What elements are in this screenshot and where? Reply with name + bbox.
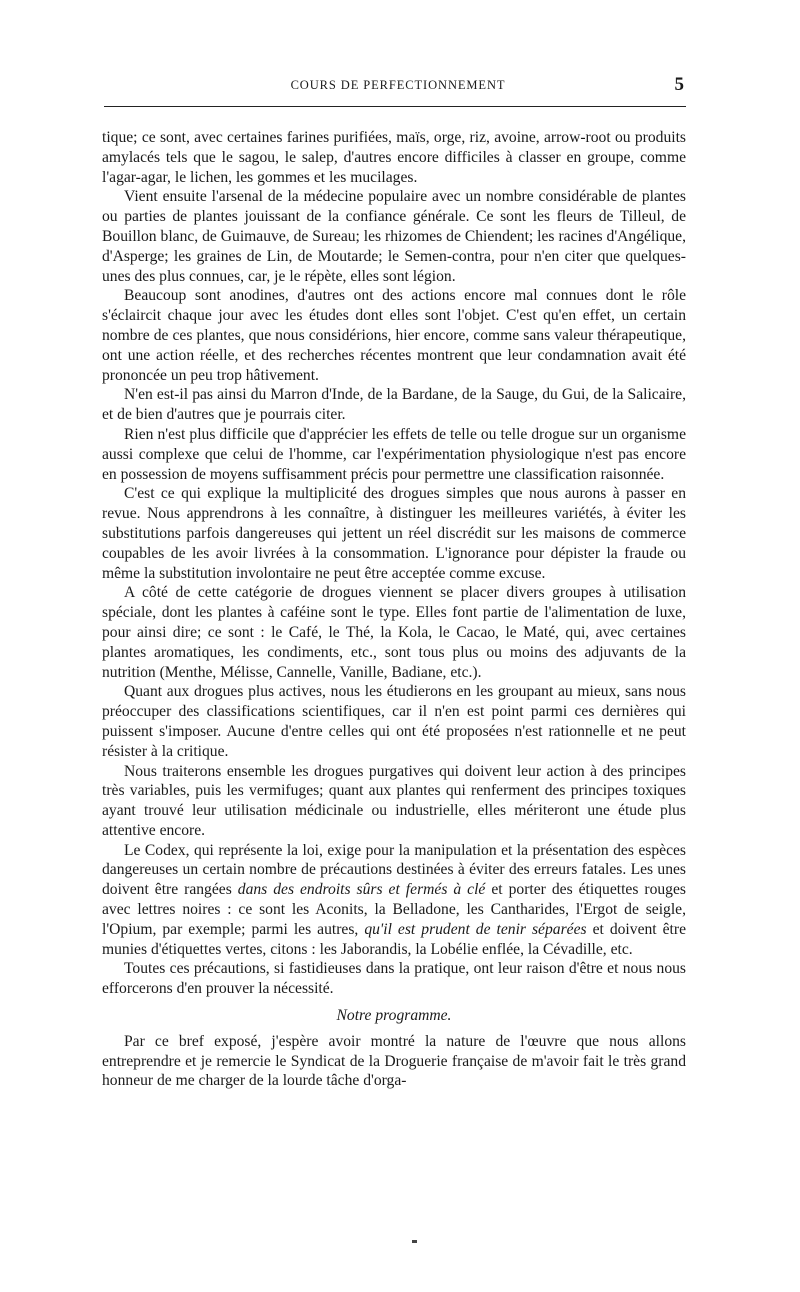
- emphasis: dans des endroits sûrs et fermés à clé: [237, 881, 486, 899]
- paragraph: Rien n'est plus difficile que d'apprécier les effets de telle ou telle drogue sur un organisme aussi complexe que celui de l'homme, car l'expérimentation physiologique n'est pas encore en possession de moyens suffisamment précis pour permettre une classification raisonnée.: [102, 425, 686, 483]
- section-heading: Notre programme.: [336, 1007, 452, 1025]
- footer-mark: [412, 1240, 417, 1243]
- paragraph: Toutes ces précautions, si fastidieuses dans la pratique, ont leur raison d'être et nous nous efforcerons d'en prouver la nécessité.: [102, 960, 686, 998]
- header-rule: [104, 106, 686, 107]
- page-number: 5: [674, 74, 684, 95]
- paragraph: C'est ce qui explique la multiplicité des drogues simples que nous aurons à passer en revue. Nous apprendrons à les connaître, à distinguer les meilleures variétés, à éviter les substitutions parfois dangereuses qui jettent un réel discrédit sur les maisons de commerce coupables de les avoir livrées à la consommation. L'ignorance pour dépister la fraude ou même la substitution involontaire ne peut être acceptée comme excuse.: [102, 485, 686, 582]
- paragraph: A côté de cette catégorie de drogues viennent se placer divers groupes à utilisation spéciale, dont les plantes à caféine sont le type. Elles font partie de l'alimentation de luxe, pour ainsi dire; ce sont : le Café, le Thé, la Kola, le Cacao, le Maté, qui, avec certaines plantes aromatiques, les condiments, etc., sont tous plus ou moins des adjuvants de la nutrition (Menthe, Mélisse, Cannelle, Vanille, Badiane, etc.).: [102, 584, 686, 681]
- paragraph: Nous traiterons ensemble les drogues purgatives qui doivent leur action à des principes très variables, puis les vermifuges; quant aux plantes qui renferment des principes toxiques ayant trouvé leur utilisation médicinale ou industrielle, elles mériteront une étude plus attentive encore.: [102, 762, 686, 839]
- paragraph: Vient ensuite l'arsenal de la médecine populaire avec un nombre considérable de plantes ou parties de plantes jouissant de la confiance générale. Ce sont les fleurs de Tilleul, de Bouillon blanc, de Guimauve, de Sureau; les rhizomes de Chiendent; les racines d'Angélique, d'Asperge; les graines de Lin, de Moutarde; le Semen-contra, pour n'en citer que quelques-unes des plus connues, car, je le répète, elles sont légion.: [102, 188, 686, 285]
- paragraph-codex: [102, 841, 686, 960]
- page-header: [112, 74, 684, 98]
- running-title: COURS DE PERFECTIONNEMENT: [290, 78, 506, 92]
- paragraph: Quant aux drogues plus actives, nous les étudierons en les groupant au mieux, sans nous préoccuper des classifications scientifiques, car il n'en est point parmi ces dernières qui puissent s'imposer. Aucune d'entre celles qui ont été proposées n'est rationnelle et ne peut résister à la critique.: [102, 683, 686, 760]
- emphasis: qu'il est prudent de tenir séparées: [364, 920, 587, 938]
- paragraph: N'en est-il pas ainsi du Marron d'Inde, de la Bardane, de la Sauge, du Gui, de la Salicaire, et de bien d'autres que je pourrais citer.: [102, 386, 686, 424]
- paragraph: tique; ce sont, avec certaines farines purifiées, maïs, orge, riz, avoine, arrow-root ou produits amylacés tels que le sagou, le salep, d'autres encore difficiles à classer en groupe, comme l'agar-agar, le lichen, les gommes et les mucilages.: [102, 129, 686, 186]
- text-run: et porter des étiquettes rouges avec lettres noires : ce sont les Aconits, la Belladone, les Cantharides, l'Ergot de seigle, l'Opium, par exemple; parmi les autres,: [102, 881, 686, 938]
- text-run: et doivent être munies d'étiquettes vertes, citons : les Jaborandis, la Lobélie enflée, la Cévadille, etc.: [102, 920, 686, 958]
- body-text: [102, 128, 686, 1091]
- paragraph: Beaucoup sont anodines, d'autres ont des actions encore mal connues dont le rôle s'éclaircit chaque jour avec les études dont elles sont l'objet. C'est qu'en effet, un certain nombre de ces plantes, que nous considérions, hier encore, comme sans valeur thérapeutique, ont une action réelle, et des recherches récentes montrent que leur condamnation avait été prononcée un peu trop hâtivement.: [102, 287, 686, 384]
- text-run: Le Codex, qui représente la loi, exige pour la manipulation et la présentation des espèces dangereuses un certain nombre de précautions destinées à éviter des erreurs fatales. Les unes doivent être rangées: [102, 841, 686, 899]
- paragraph: Par ce bref exposé, j'espère avoir montré la nature de l'œuvre que nous allons entreprendre et je remercie le Syndicat de la Droguerie française de m'avoir fait le très grand honneur de me charger de la lourde tâche d'orga-: [102, 1032, 686, 1090]
